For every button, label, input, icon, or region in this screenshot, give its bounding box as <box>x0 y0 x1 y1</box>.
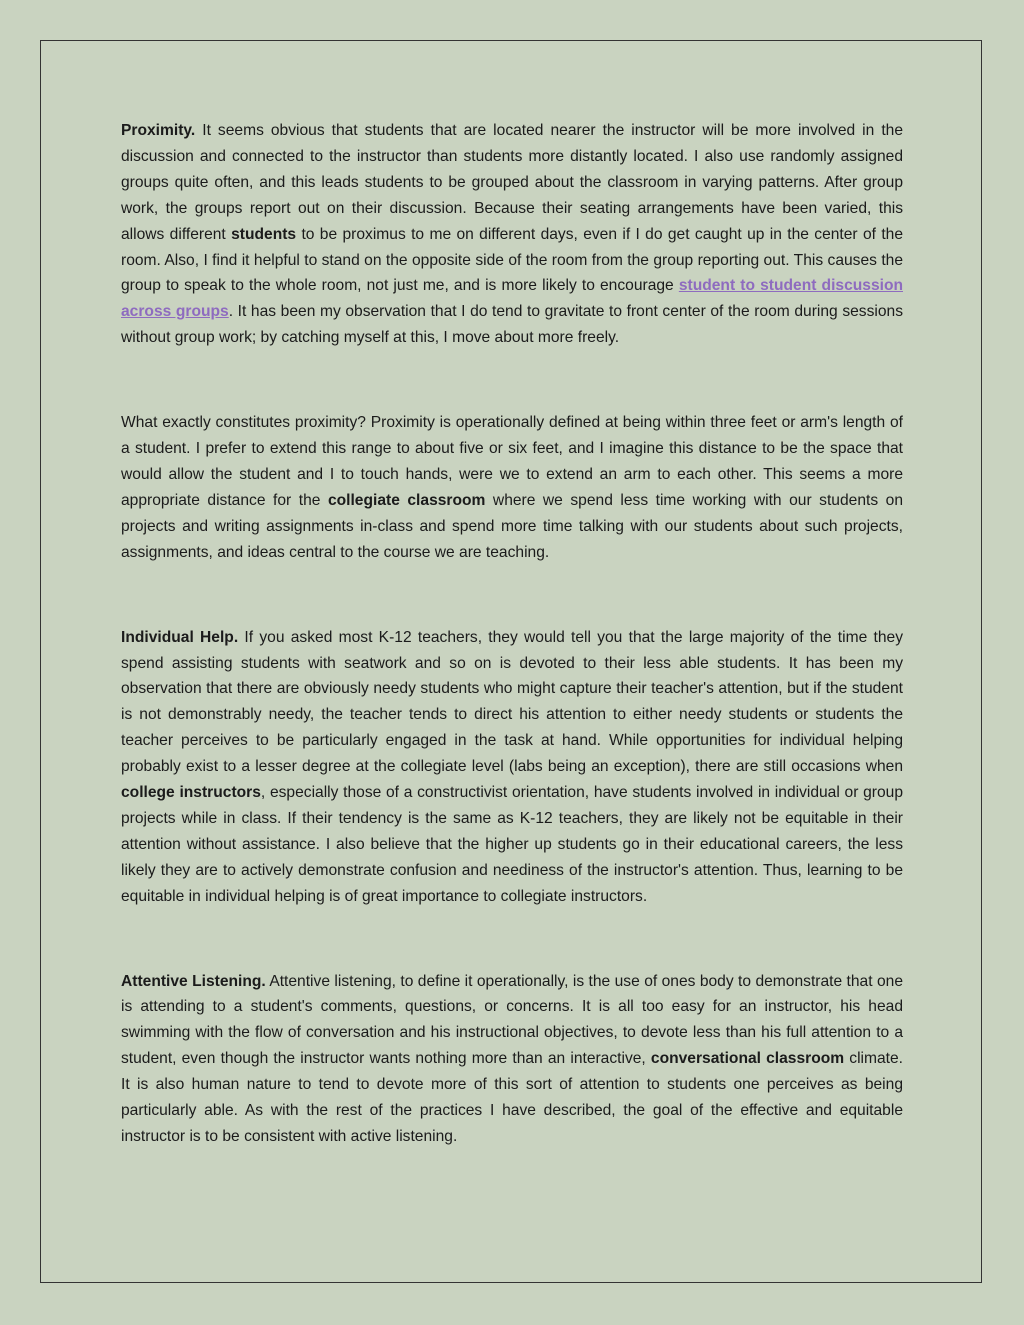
paragraph-text: If you asked most K-12 teachers, they would tell you that the large majority of the time they spend assisting students with seatwork and so on is devoted to their less able students. It has been my observation that there are obviously needy students who might capture their teacher's attention, but if the student is not demonstrably needy, the teacher tends to direct his attention to either needy students or students the teacher perceives to be particularly engaged in the task at hand. While opportunities for individual helping probably exist to a lesser degree at the collegiate level (labs being an exception), there are still occasions when <box>121 628 903 776</box>
link-student-discussion[interactable]: student to student discussion across groups <box>121 277 903 321</box>
paragraph-proximity-definition <box>121 410 903 565</box>
keyword-college-instructors: college instructors <box>121 784 261 802</box>
keyword-collegiate-classroom: collegiate classroom <box>327 491 486 509</box>
document-body <box>121 118 903 1150</box>
paragraph-text: where we spend less time working with our students on projects and writing assignments in-class and spend more time talking with our students about such projects, assignments, and ideas central to the course we are teaching. <box>121 491 903 561</box>
keyword-conversational-classroom: conversational classroom <box>650 1050 845 1068</box>
paragraph-individual-help <box>121 625 903 910</box>
paragraph-attentive-listening <box>121 969 903 1150</box>
paragraph-text: to be proximus to me on different days, even if I do get caught up in the center of the room. Also, I find it helpful to stand on the opposite side of the room from the group reporting out. This causes the group to speak to the whole room, not just me, and is more likely to encourage <box>121 225 904 295</box>
keyword-students: students <box>231 225 297 243</box>
paragraph-text: It seems obvious that students that are located nearer the instructor will be more involved in the discussion and connected to the instructor than students more distantly located. I also use randomly assigned groups quite often, and this leads students to be grouped about the classroom in varying patterns. After group work, the groups report out on their discussion. Because their seating arrangements have been varied, this allows different <box>121 122 903 243</box>
section-heading-attentive-listening: Attentive Listening. <box>121 972 266 990</box>
paragraph-text: , especially those of a constructivist orientation, have students involved in individual or group projects while in class. If their tendency is the same as K-12 teachers, they are likely not be equitable in their attention without assistance. I also believe that the higher up students go in their educational careers, the less likely they are to actively demonstrate confusion and neediness of the instructor's attention. Thus, learning to be equitable in individual helping is of great importance to collegiate instructors. <box>121 784 904 905</box>
section-heading-proximity: Proximity. <box>121 122 196 139</box>
paragraph-text: Attentive listening, to define it operationally, is the use of ones body to demonstrate that one is attending to a student's comments, questions, or concerns. It is all too easy for an instructor, his head swimming with the flow of conversation and his instructional objectives, to devote less than his full attention to a student, even though the instructor wants nothing more than an interactive, <box>121 972 903 1068</box>
paragraph-text: . It has been my observation that I do tend to gravitate to front center of the room during sessions without group work; by catching myself at this, I move about more freely. <box>121 303 903 347</box>
paragraph-text: What exactly constitutes proximity? Proximity is operationally defined at being within three feet or arm's length of a student. I prefer to extend this range to about five or six feet, and I imagine this distance to be the space that would allow the student and I to touch hands, were we to extend an arm to each other. This seems a more appropriate distance for the <box>121 414 903 509</box>
section-heading-individual-help: Individual Help. <box>121 628 239 646</box>
paragraph-text: climate. It is also human nature to tend to devote more of this sort of attention to students one perceives as being particularly able. As with the rest of the practices I have described, the goal of the effective and equitable instructor is to be consistent with active listening. <box>121 1050 903 1145</box>
paragraph-proximity <box>121 118 903 351</box>
